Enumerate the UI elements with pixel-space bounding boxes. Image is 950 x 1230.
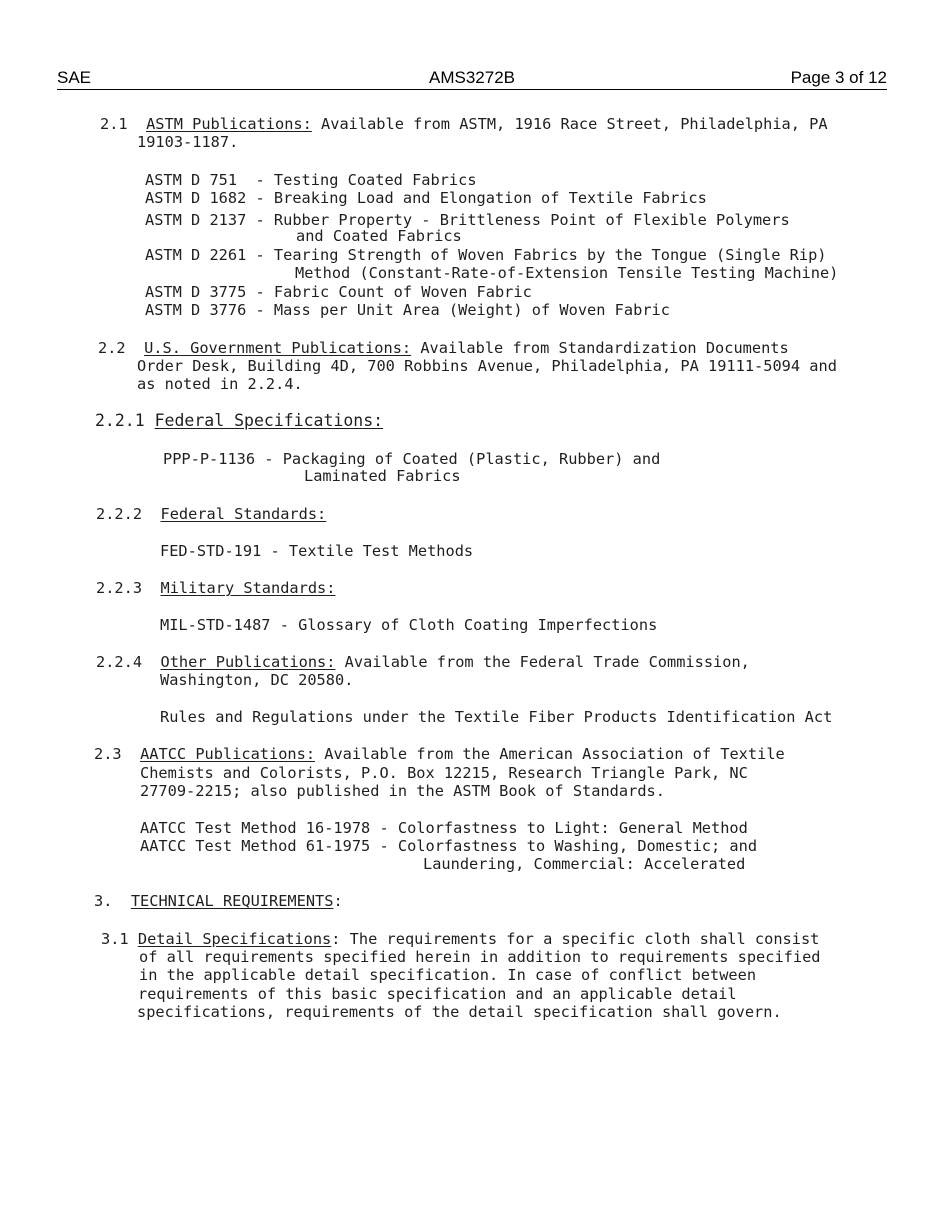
section-3-1-text: of all requirements specified herein in addition to requirements specified	[139, 948, 821, 966]
section-number: 2.2.1	[95, 411, 145, 430]
section-title: Military Standards:	[160, 579, 336, 597]
list-item: PPP-P-1136 - Packaging of Coated (Plastic, Rubber) and	[163, 450, 661, 468]
section-3-1-text: requirements of this basic specification and an applicable detail	[138, 985, 737, 1003]
list-item: Rules and Regulations under the Textile Fiber Products Identification Act	[160, 708, 833, 726]
section-title: ASTM Publications:	[146, 115, 312, 133]
section-3-1-text: specifications, requirements of the detail specification shall govern.	[137, 1003, 782, 1021]
section-text: : The requirements for a specific cloth shall consist	[331, 930, 820, 948]
section-2-2-1-heading	[95, 412, 383, 430]
list-item: ASTM D 3776 - Mass per Unit Area (Weight) of Woven Fabric	[145, 301, 670, 319]
section-number: 2.2.3	[96, 579, 143, 597]
header-page-number: Page 3 of 12	[790, 68, 887, 87]
section-number: 3.	[94, 892, 113, 910]
section-number: 2.1	[100, 115, 128, 133]
list-item: FED-STD-191 - Textile Test Methods	[160, 542, 474, 560]
section-colon: :	[333, 892, 343, 910]
section-2-3-heading	[94, 745, 785, 763]
section-number: 2.2.4	[96, 653, 143, 671]
section-3-heading	[94, 892, 343, 910]
section-text: Available from the American Association of Textile	[315, 745, 785, 763]
section-number: 2.2	[98, 339, 126, 357]
section-3-1-text: in the applicable detail specification. In case of conflict between	[139, 966, 757, 984]
section-2-2-4-heading	[96, 653, 750, 671]
list-item: ASTM D 2261 - Tearing Strength of Woven Fabrics by the Tongue (Single Rip)	[145, 246, 827, 264]
section-text: Available from the Federal Trade Commission,	[335, 653, 750, 671]
list-item-continuation: and Coated Fabrics	[296, 227, 462, 245]
section-number: 2.2.2	[96, 505, 143, 523]
section-title: Federal Specifications:	[154, 411, 384, 430]
section-title: AATCC Publications:	[140, 745, 316, 763]
list-item-continuation: Method (Constant-Rate-of-Extension Tensile Testing Machine)	[295, 264, 839, 282]
section-2-2-2-heading	[96, 505, 326, 523]
section-2-2-heading	[98, 339, 789, 357]
section-title: Federal Standards:	[160, 505, 327, 523]
page-header	[57, 67, 887, 90]
section-3-1-heading	[101, 930, 819, 948]
list-item-continuation: Laminated Fabrics	[304, 467, 461, 485]
section-title: Other Publications:	[160, 653, 336, 671]
section-2-2-4-text: Washington, DC 20580.	[160, 671, 354, 689]
section-title: TECHNICAL REQUIREMENTS	[130, 892, 334, 910]
section-2-2-text: Order Desk, Building 4D, 700 Robbins Avenue, Philadelphia, PA 19111-5094 and	[137, 357, 837, 375]
section-2-2-3-heading	[96, 579, 335, 597]
list-item: MIL-STD-1487 - Glossary of Cloth Coating Imperfections	[160, 616, 658, 634]
list-item: ASTM D 3775 - Fabric Count of Woven Fabric	[145, 283, 532, 301]
list-item: ASTM D 2137 - Rubber Property - Brittleness Point of Flexible Polymers	[145, 211, 790, 229]
header-org: SAE	[57, 68, 92, 87]
section-2-3-text: 27709-2215; also published in the ASTM Book of Standards.	[140, 782, 665, 800]
section-text: Available from Standardization Documents	[411, 339, 789, 357]
list-item: ASTM D 1682 - Breaking Load and Elongation of Textile Fabrics	[145, 189, 707, 207]
section-title: U.S. Government Publications:	[144, 339, 412, 357]
list-item: ASTM D 751 - Testing Coated Fabrics	[145, 171, 477, 189]
list-item: AATCC Test Method 61-1975 - Colorfastness to Washing, Domestic; and	[140, 837, 758, 855]
list-item: AATCC Test Method 16-1978 - Colorfastness to Light: General Method	[140, 819, 748, 837]
list-item-continuation: Laundering, Commercial: Accelerated	[423, 855, 746, 873]
section-2-2-text: as noted in 2.2.4.	[137, 375, 303, 393]
section-2-1-text: 19103-1187.	[137, 133, 239, 151]
section-text: Available from ASTM, 1916 Race Street, Philadelphia, PA	[311, 115, 828, 133]
section-2-1-heading	[100, 115, 828, 133]
section-2-3-text: Chemists and Colorists, P.O. Box 12215, Research Triangle Park, NC	[140, 764, 748, 782]
header-doc-number: AMS3272B	[429, 68, 515, 87]
section-number: 2.3	[94, 745, 122, 763]
section-title: Detail Specifications	[137, 930, 332, 948]
section-number: 3.1	[101, 930, 129, 948]
